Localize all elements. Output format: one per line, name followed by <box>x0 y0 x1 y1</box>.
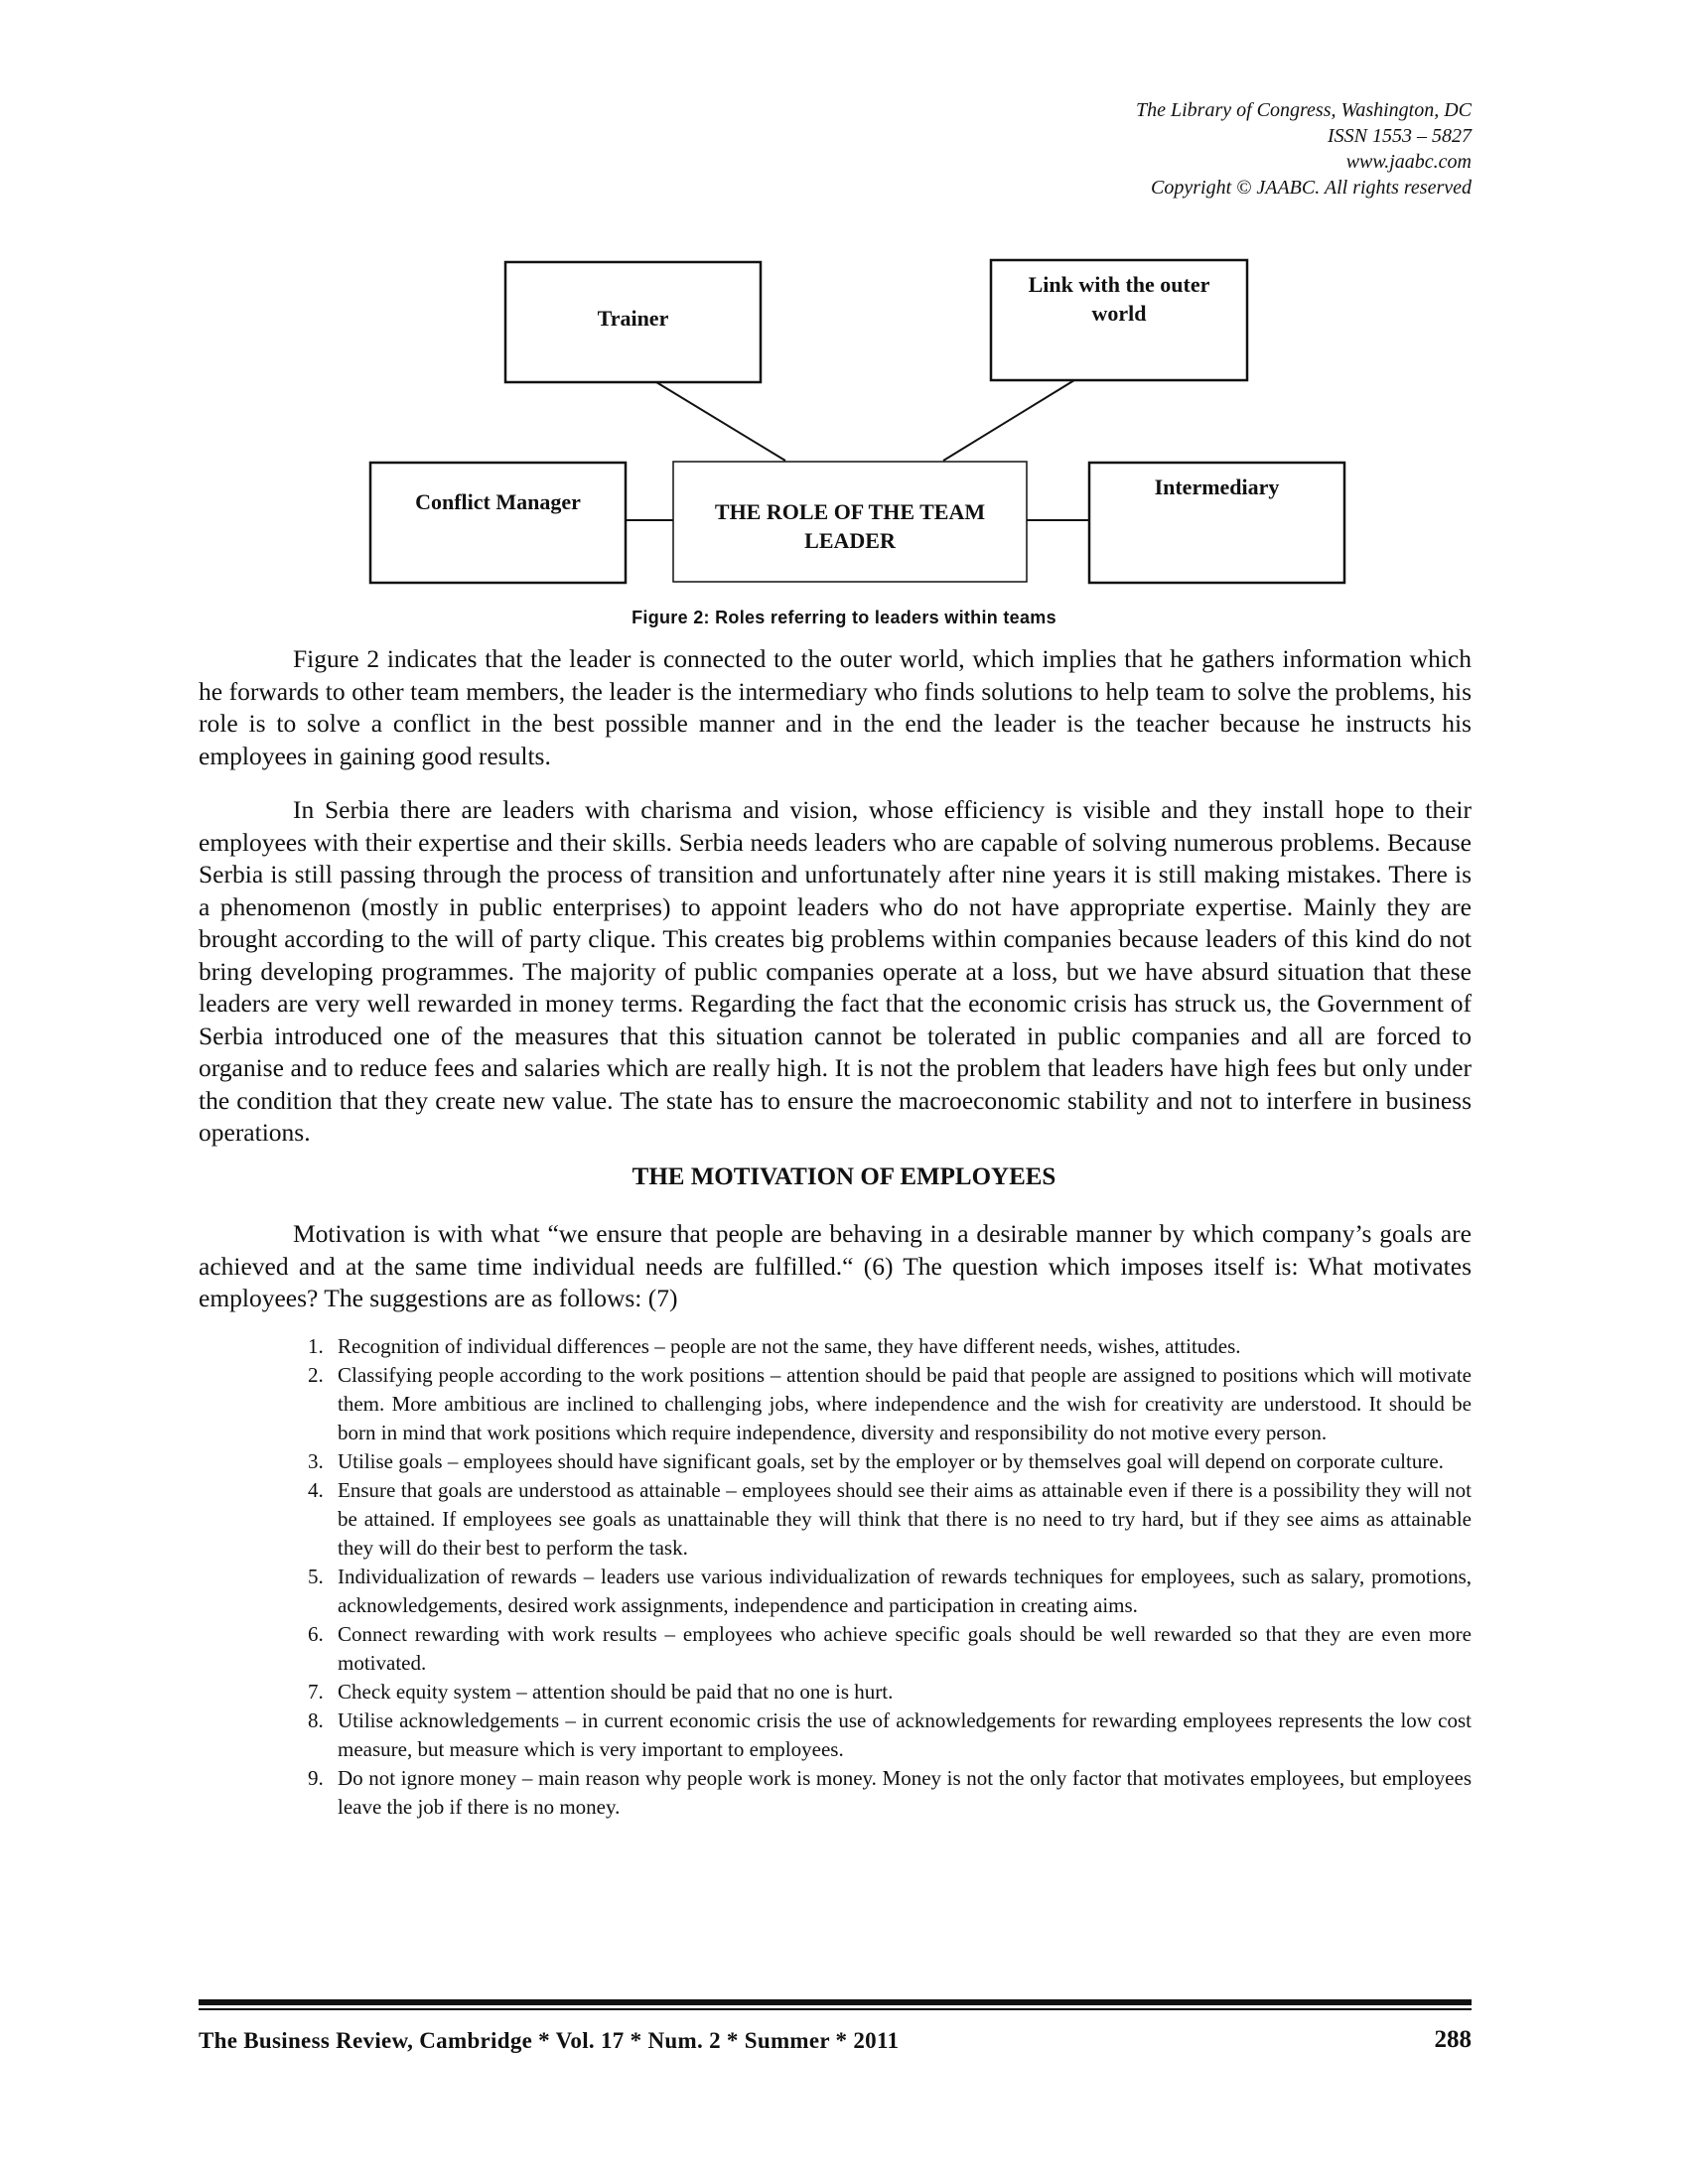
team-leader-roles-diagram <box>0 0 1688 645</box>
paragraph-motivation: Motivation is with what “we ensure that people are behaving in a desirable manner by which company’s goals are achieved and at the same time individual needs are fulfilled.“ (6) The question which imposes itself is: What motivates employees? The suggestions are as follows: (7) <box>199 1219 1472 1312</box>
footer-divider-thin <box>199 2008 1472 2010</box>
list-item-number: 5. <box>308 1565 324 1588</box>
list-item <box>294 1476 1472 1563</box>
connector-trainer <box>656 382 785 461</box>
list-item-number: 6. <box>308 1622 324 1646</box>
connector-link <box>943 380 1074 461</box>
list-item-text: Utilise goals – employees should have significant goals, set by the employer or by themselves goal will depend on corporate culture. <box>338 1449 1444 1473</box>
link-label-line: world <box>1091 301 1147 326</box>
list-item-text: Individualization of rewards – leaders use various individualization of rewards techniques for employees, such as salary, promotions, acknowledgements, desired work assignments, independence and participation in creating aims. <box>338 1565 1472 1617</box>
list-item-number: 1. <box>308 1334 324 1358</box>
center-label <box>673 497 1027 555</box>
center-label-line: LEADER <box>804 528 896 553</box>
header-line-copyright: Copyright © JAABC. All rights reserved <box>1151 177 1472 199</box>
list-item <box>294 1678 1472 1706</box>
footer-journal-citation: The Business Review, Cambridge * Vol. 17 * Num. 2 * Summer * 2011 <box>199 2028 900 2053</box>
list-item <box>294 1620 1472 1678</box>
list-item-text: Ensure that goals are understood as attainable – employees should see their aims as attainable even if there is a possibility they will not be attained. If employees see goals as unattainable they will think that there is no need to try hard, but if they see aims as attainable they will do their best to perform the task. <box>338 1478 1472 1560</box>
list-item-text: Check equity system – attention should be paid that no one is hurt. <box>338 1680 894 1704</box>
list-item-text: Do not ignore money – main reason why people work is money. Money is not the only factor that motivates employees, but employees leave the job if there is no money. <box>338 1766 1472 1819</box>
link-label <box>991 270 1247 328</box>
section-title: THE MOTIVATION OF EMPLOYEES <box>632 1163 1056 1190</box>
paragraph-figure-explanation: Figure 2 indicates that the leader is connected to the outer world, which implies that he gathers information which he forwards to other team members, the leader is the intermediary who finds solutions to help team to solve the problems, his role is to solve a conflict in the best possible manner and in the end the leader is the teacher because he instructs his employees in gaining good results. <box>199 644 1472 770</box>
list-item-text: Connect rewarding with work results – employees who achieve specific goals should be well rewarded so that they are even more motivated. <box>338 1622 1472 1675</box>
list-item <box>294 1764 1472 1822</box>
list-item-number: 8. <box>308 1708 324 1732</box>
conflict-manager-label: Conflict Manager <box>415 489 581 514</box>
list-item-number: 4. <box>308 1478 324 1502</box>
header-line-issn: ISSN 1553 – 5827 <box>1328 125 1472 147</box>
page-number: 288 <box>1434 2026 1472 2053</box>
center-label-line: THE ROLE OF THE TEAM <box>714 499 986 524</box>
list-item <box>294 1447 1472 1476</box>
list-item <box>294 1706 1472 1764</box>
footer-divider-thick <box>199 1999 1472 2005</box>
list-item-number: 3. <box>308 1449 324 1473</box>
intermediary-label: Intermediary <box>1154 475 1280 499</box>
figure-caption: Figure 2: Roles referring to leaders within teams <box>632 608 1056 627</box>
list-item <box>294 1361 1472 1447</box>
list-item-text: Classifying people according to the work positions – attention should be paid that people are assigned to positions which will motivate them. More ambitious are inclined to challenging jobs, where independence and the wish for creativity are understood. It should be born in mind that work positions which require independence, diversity and responsibility do not motive every person. <box>338 1363 1472 1444</box>
header-line-website: www.jaabc.com <box>1345 151 1472 173</box>
trainer-label: Trainer <box>597 306 669 331</box>
list-item <box>294 1563 1472 1620</box>
list-item <box>294 1332 1472 1361</box>
list-item-number: 2. <box>308 1363 324 1387</box>
list-item-text: Utilise acknowledgements – in current economic crisis the use of acknowledgements for rewarding employees represents the low cost measure, but measure which is very important to employees. <box>338 1708 1472 1761</box>
list-item-number: 7. <box>308 1680 324 1704</box>
motivation-suggestions-list <box>294 1332 1472 1822</box>
conflict-manager-box <box>370 463 626 583</box>
paragraph-serbia-leaders: In Serbia there are leaders with charisma and vision, whose efficiency is visible and they install hope to their employees with their expertise and their skills. Serbia needs leaders who are capable of solving numerous problems. Because Serbia is still passing through the process of transition and unfortunately after nine years it is still making mistakes. There is a phenomenon (mostly in public enterprises) to appoint leaders who do not have appropriate expertise. Mainly they are brought according to the will of party clique. This creates big problems within companies because leaders of this kind do not bring developing programmes. The majority of public companies operate at a loss, but we have absurd situation that these leaders are very well rewarded in money terms. Regarding the fact that the economic crisis has struck us, the Government of Serbia introduced one of the measures that this situation cannot be tolerated in public companies and all are forced to organise and to reduce fees and salaries which are really high. It is not the problem that leaders have high fees but only under the condition that they create new value. The state has to ensure the macroeconomic stability and not to interfere in business operations. <box>199 795 1472 1147</box>
link-label-line: Link with the outer <box>1028 272 1210 297</box>
list-item-text: Recognition of individual differences – people are not the same, they have different needs, wishes, attitudes. <box>338 1334 1241 1358</box>
header-line-library: The Library of Congress, Washington, DC <box>1135 99 1472 121</box>
list-item-number: 9. <box>308 1766 324 1790</box>
